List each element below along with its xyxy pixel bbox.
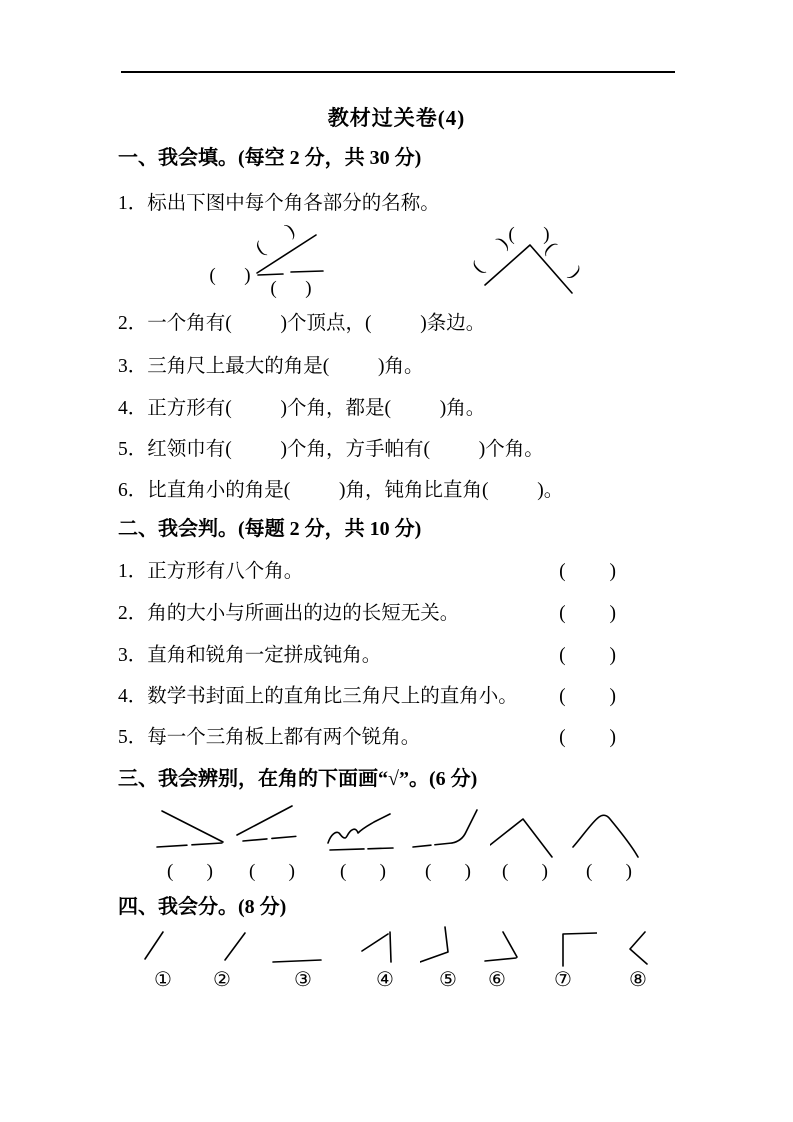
figure-number: ③ <box>294 967 312 991</box>
segment-line <box>225 933 245 960</box>
classify-figure-3 <box>263 923 343 990</box>
judge-statement: 2．角的大小与所画出的边的长短无关。 <box>118 603 460 624</box>
peak-angle-figure <box>490 797 560 859</box>
angle-side-line <box>237 806 292 835</box>
base-line <box>413 843 452 847</box>
answer-parens: ( ) <box>167 861 213 882</box>
classify-figure-5 <box>420 923 476 990</box>
wavy-curve-figure <box>327 797 399 859</box>
wavy-line <box>328 814 390 843</box>
right-angle-figure <box>529 923 597 967</box>
angle-figure-left <box>203 220 343 305</box>
vertex-label-parens: ( ) <box>508 224 550 245</box>
identify-figure-2 <box>236 797 308 883</box>
angle-figure <box>360 923 410 967</box>
answer-parens: ( ) <box>340 861 386 882</box>
identify-figure-1 <box>150 797 230 883</box>
section-3-heading: 三、我会辨别，在角的下面画“√”。(6 分) <box>118 768 478 790</box>
segment-figure <box>138 923 188 967</box>
vertex-label-parens: ( ) <box>209 265 251 286</box>
identify-figure-3 <box>327 797 399 883</box>
judge-statement: 3．直角和锐角一定拼成钝角。 <box>118 645 382 666</box>
identify-figure-4 <box>411 797 485 883</box>
question-1: 1．标出下图中每个角各部分的名称。 <box>118 193 440 214</box>
curved-bend-line <box>452 810 477 843</box>
angle-side-line <box>157 843 222 847</box>
answer-parens: ( ) <box>425 861 471 882</box>
section-4-heading: 四、我会分。(8 分) <box>118 896 287 918</box>
angle-figure <box>420 923 476 967</box>
answer-parens: ( ) <box>559 727 616 748</box>
judge-row <box>118 685 616 708</box>
figure-number: ② <box>213 967 231 991</box>
angle-figure <box>613 923 663 967</box>
segment-line <box>145 932 163 959</box>
classify-figure-7 <box>529 923 597 990</box>
angle-figure-right <box>458 218 653 308</box>
figure-number: ① <box>154 967 172 991</box>
edge-label-parens: ( ) <box>252 219 299 259</box>
angle-lines <box>490 819 552 857</box>
angle-side-line <box>258 271 323 275</box>
base-line <box>330 848 393 850</box>
answer-parens: ( ) <box>249 861 295 882</box>
angle-figure <box>472 923 522 967</box>
identify-figure-5 <box>490 797 560 883</box>
angle-side-line <box>162 811 223 842</box>
answer-parens: ( ) <box>559 686 616 707</box>
angle-side-line <box>243 836 300 841</box>
edge-label-parens: ( ) <box>540 238 585 283</box>
section-1-heading: 一、我会填。(每空 2 分，共 30 分) <box>118 147 422 169</box>
section-2-heading: 二、我会判。(每题 2 分，共 10 分) <box>118 518 422 540</box>
answer-parens: ( ) <box>559 603 616 624</box>
page-title: 教材过关卷(4) <box>327 106 466 130</box>
judge-statement: 4．数学书封面上的直角比三角尺上的直角小。 <box>118 686 518 707</box>
figure-number: ④ <box>376 967 394 991</box>
judge-statement: 1．正方形有八个角。 <box>118 561 304 582</box>
classify-figure-1 <box>138 923 188 990</box>
question-6: 6．比直角小的角是( )角，钝角比直角( )。 <box>118 480 564 501</box>
identify-figure-6 <box>572 797 646 883</box>
rounded-peak-figure <box>572 797 646 859</box>
angle-lines <box>420 927 448 962</box>
header-rule <box>121 71 675 73</box>
judge-statement: 5．每一个三角板上都有两个锐角。 <box>118 727 421 748</box>
classify-figure-2 <box>197 923 247 990</box>
answer-parens: ( ) <box>559 561 616 582</box>
judge-row <box>118 726 616 749</box>
edge-label-parens: ( ) <box>270 278 312 299</box>
figure-number: ⑧ <box>629 967 647 991</box>
angle-lines <box>630 932 647 964</box>
question-4: 4．正方形有( )个角，都是( )角。 <box>118 398 486 419</box>
answer-parens: ( ) <box>586 861 632 882</box>
judge-row <box>118 560 616 583</box>
angle-lines <box>485 932 517 961</box>
angle-lines <box>563 933 597 966</box>
figure-number: ⑦ <box>554 967 572 991</box>
angle-opening-right-figure <box>236 797 308 859</box>
question-3: 3．三角尺上最大的角是( )角。 <box>118 356 424 377</box>
angle-opening-left-figure <box>150 797 230 859</box>
judge-row <box>118 602 616 625</box>
answer-parens: ( ) <box>502 861 548 882</box>
segment-figure <box>197 923 247 967</box>
classify-figure-6 <box>472 923 522 990</box>
figure-number: ⑤ <box>439 967 457 991</box>
classify-figure-4 <box>360 923 410 990</box>
segment-line <box>273 960 321 962</box>
segment-figure <box>263 923 343 967</box>
figure-number: ⑥ <box>488 967 506 991</box>
question-5: 5．红领巾有( )个角，方手帕有( )个角。 <box>118 439 544 460</box>
judge-row <box>118 644 616 667</box>
question-2: 2．一个角有( )个顶点，( )条边。 <box>118 313 486 334</box>
classify-figure-8 <box>613 923 663 990</box>
bent-curve-figure <box>411 797 485 859</box>
edge-label-parens: ( ) <box>468 233 513 278</box>
angle-lines <box>362 932 391 962</box>
answer-parens: ( ) <box>559 645 616 666</box>
rounded-peak-line <box>573 815 638 857</box>
